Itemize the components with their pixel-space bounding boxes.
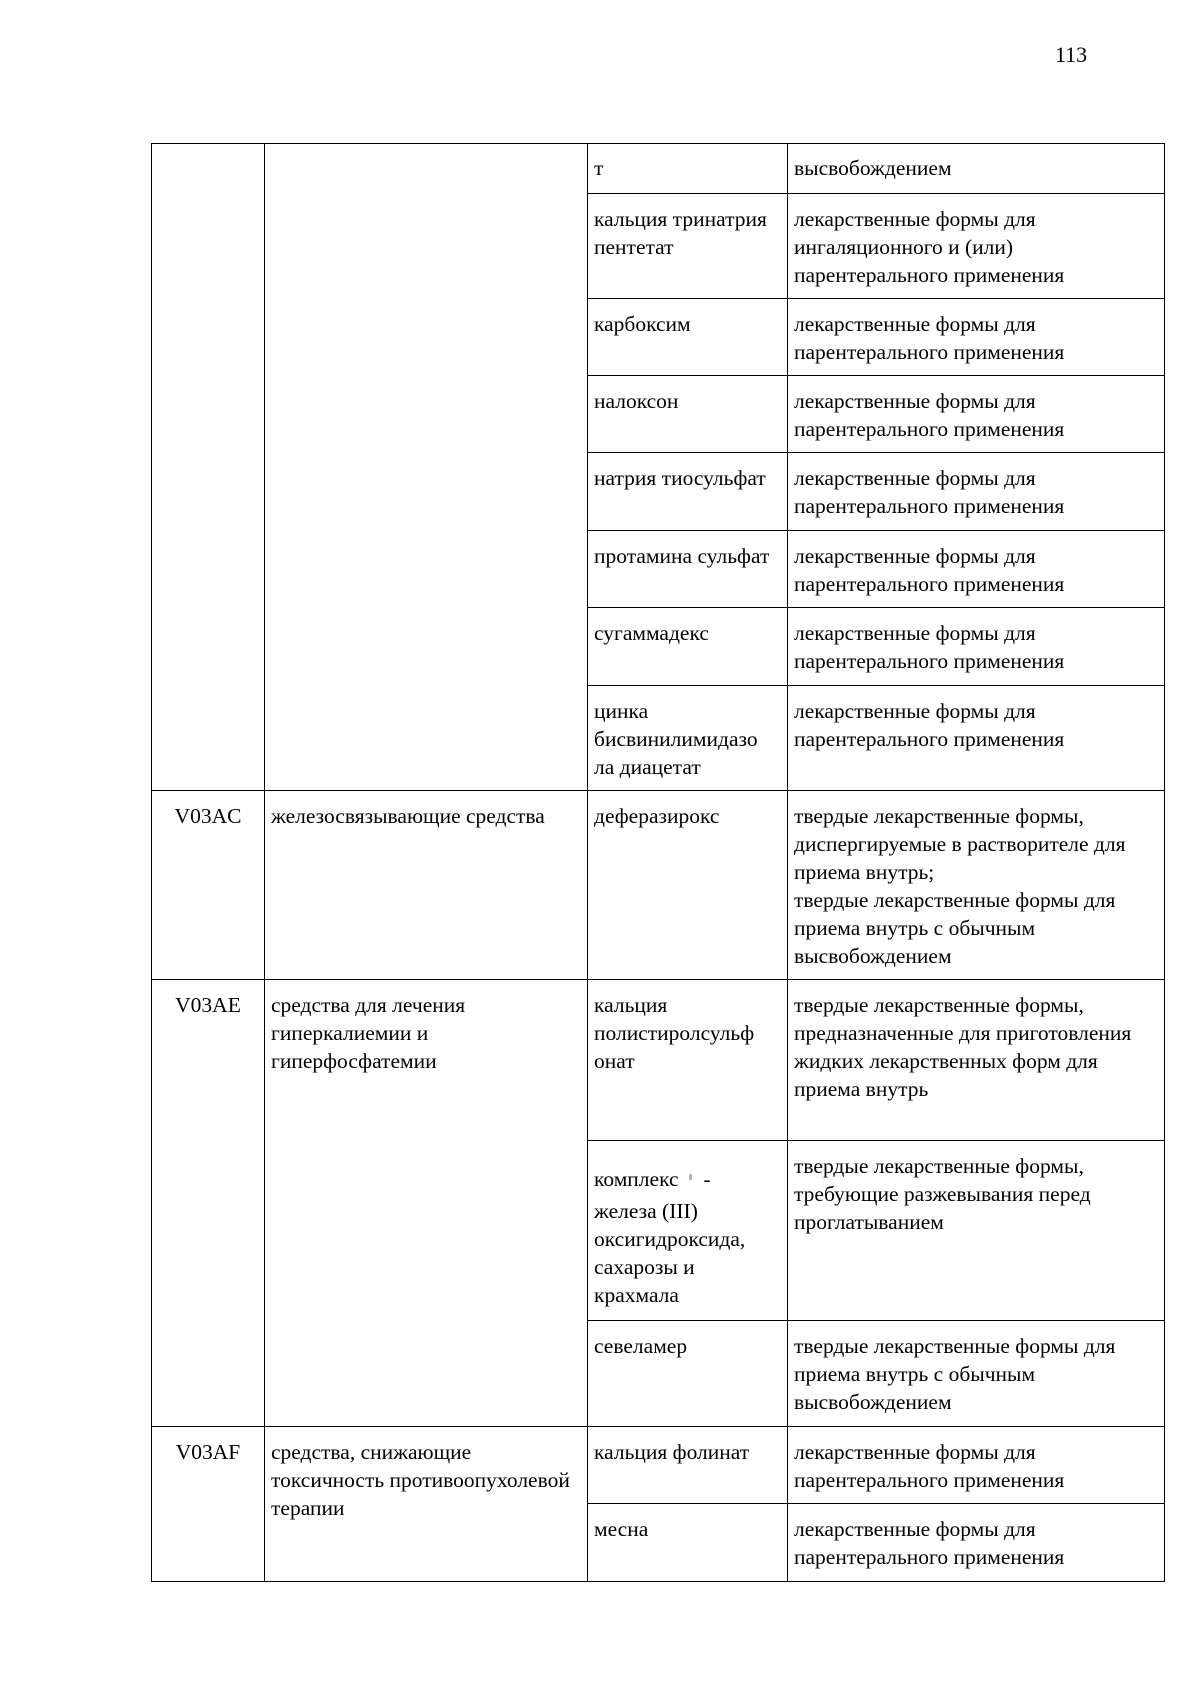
- dosage-form-cell: лекарственные формы для парентерального применения: [788, 1427, 1165, 1504]
- dosage-form-cell: лекарственные формы для парентерального применения: [788, 299, 1165, 376]
- drug-name-cell: карбоксим: [588, 299, 788, 376]
- page-number: 113: [1055, 42, 1088, 67]
- drug-name-cell: кальция фолинат: [588, 1427, 788, 1504]
- atc-code-cell: V03AF: [152, 1427, 265, 1582]
- table-row: [152, 980, 1165, 1141]
- drug-name-head: комплекс: [594, 1167, 679, 1191]
- dosage-form-cell: лекарственные формы для парентерального применения: [788, 608, 1165, 686]
- drug-name-cell: кальция тринатрия пентетат: [588, 194, 788, 299]
- drug-name-cell: цинка бисвинилимидазо ла диацетат: [588, 686, 788, 791]
- table-row: [152, 791, 1165, 980]
- dosage-form-cell: лекарственные формы для парентерального применения: [788, 453, 1165, 531]
- drug-name-cell: кальция полистиролсульф онат: [588, 980, 788, 1141]
- drug-name-cell: севеламер: [588, 1321, 788, 1427]
- dosage-form-cell: твердые лекарственные формы для приема внутрь с обычным высвобождением: [788, 1321, 1165, 1427]
- drug-name-rest: железа (III) оксигидроксида, сахарозы и крахмала: [594, 1199, 746, 1307]
- atc-code-cell: V03AC: [152, 791, 265, 980]
- dosage-form-cell: лекарственные формы для парентерального применения: [788, 686, 1165, 791]
- table-row: [152, 1427, 1165, 1504]
- drug-name-cell: т: [588, 144, 788, 194]
- drug-name-cell: налоксон: [588, 376, 788, 453]
- group-name-cell: средства, снижающие токсичность противоопухолевой терапии: [265, 1427, 588, 1582]
- drug-table: [151, 143, 1165, 1582]
- dosage-form-cell: лекарственные формы для ингаляционного и (или) парентерального применения: [788, 194, 1165, 299]
- drug-name-cell: месна: [588, 1504, 788, 1582]
- table-row: [152, 144, 1165, 194]
- drug-name-cell: протамина сульфат: [588, 531, 788, 608]
- dosage-form-cell: лекарственные формы для парентерального применения: [788, 531, 1165, 608]
- dosage-form-cell: лекарственные формы для парентерального применения: [788, 1504, 1165, 1582]
- atc-code-cell: V03AE: [152, 980, 265, 1427]
- group-name-cell: средства для лечения гиперкалиемии и гиперфосфатемии: [265, 980, 588, 1427]
- drug-name-cell: [588, 1141, 788, 1321]
- dosage-form-cell: высвобождением: [788, 144, 1165, 194]
- atc-code-cell: [152, 144, 265, 791]
- drug-name-cell: деферазирокс: [588, 791, 788, 980]
- drug-name-dash: -: [703, 1167, 711, 1191]
- dosage-form-cell: твердые лекарственные формы, требующие разжевывания перед проглатыванием: [788, 1141, 1165, 1321]
- drug-name-cell: сугаммадекс: [588, 608, 788, 686]
- scan-speck: [689, 1174, 692, 1180]
- drug-name-cell: натрия тиосульфат: [588, 453, 788, 531]
- dosage-form-cell: твердые лекарственные формы, предназначенные для приготовления жидких лекарственных форм для приема внутрь: [788, 980, 1165, 1141]
- dosage-form-cell: твердые лекарственные формы, диспергируемые в растворителе для приема внутрь; твердые лекарственные формы для приема внутрь с обычным высвобождением: [788, 791, 1165, 980]
- group-name-cell: [265, 144, 588, 791]
- dosage-form-cell: лекарственные формы для парентерального применения: [788, 376, 1165, 453]
- group-name-cell: железосвязывающие средства: [265, 791, 588, 980]
